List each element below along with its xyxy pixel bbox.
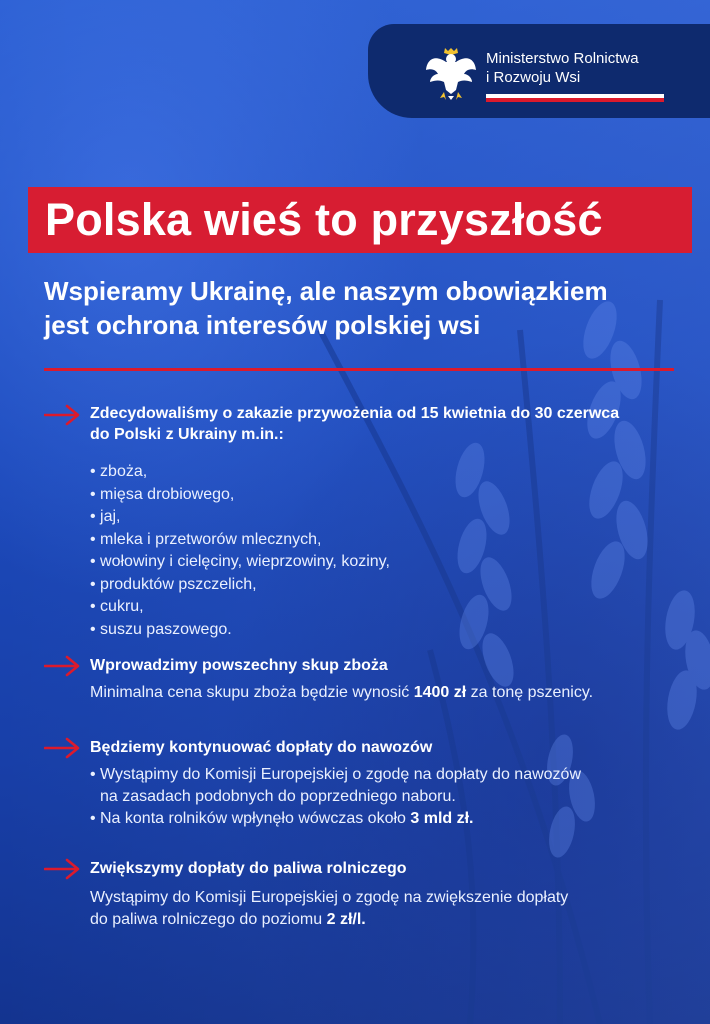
ministry-name-line1: Ministerstwo Rolnictwa <box>486 50 639 67</box>
price-value: 1400 zł <box>413 684 467 701</box>
heading-line2: do Polski z Ukrainy m.in.: <box>90 426 284 443</box>
list-item: • suszu paszowego. <box>90 619 390 642</box>
list-item <box>90 764 581 808</box>
points-list <box>90 764 581 830</box>
point1-line1: • Wystąpimy do Komisji Europejskiej o zgodę na dopłaty do nawozów <box>100 766 581 783</box>
list-item: • zboża, <box>90 461 390 484</box>
list-item: • jaj, <box>90 506 390 529</box>
amount-value: 3 mld zł. <box>410 810 474 827</box>
arrow-right-icon <box>44 858 82 880</box>
heading-text: Zwiększymy dopłaty do paliwa rolniczego <box>90 860 407 877</box>
polish-flag-stripe <box>486 94 664 102</box>
section-text <box>90 887 568 931</box>
point1-line2: na zasadach podobnych do poprzedniego naboru. <box>100 788 456 805</box>
section-heading <box>90 403 619 445</box>
text-line1: Wystąpimy do Komisji Europejskiej o zgodę na zwiększenie dopłaty <box>90 889 569 906</box>
title-banner <box>28 187 692 253</box>
section-text <box>90 682 593 704</box>
section-import-ban <box>44 403 684 638</box>
list-item: • wołowiny i cielęciny, wieprzowiny, koziny, <box>90 551 390 574</box>
ministry-name-line2: i Rozwoju Wsi <box>486 69 581 86</box>
heading-text: Wprowadzimy powszechny skup zboża <box>90 657 388 674</box>
arrow-right-icon <box>44 737 82 759</box>
product-list <box>90 461 390 641</box>
subtitle-line1: Wspieramy Ukrainę, ale naszym obowiązkiem <box>44 276 608 306</box>
ministry-name <box>486 49 639 87</box>
section-heading <box>90 858 407 879</box>
line2-text: do paliwa rolniczego do poziomu <box>90 911 327 928</box>
section-heading <box>90 655 388 676</box>
arrow-right-icon <box>44 655 82 677</box>
text-line2 <box>90 909 568 931</box>
subtitle <box>44 274 684 342</box>
section-heading <box>90 737 432 758</box>
page-title: Polska wieś to przyszłość <box>45 194 603 245</box>
text-before: Minimalna cena skupu zboża będzie wynosić <box>90 684 414 701</box>
heading-text: Będziemy kontynuować dopłaty do nawozów <box>90 739 433 756</box>
section-grain-purchase <box>44 655 684 715</box>
section-fuel <box>44 858 684 938</box>
arrow-right-icon <box>44 404 82 426</box>
list-item: • mleka i przetworów mlecznych, <box>90 529 390 552</box>
ministry-badge <box>368 24 710 118</box>
point2-text: Na konta rolników wpłynęło wówczas około <box>100 810 411 827</box>
text-after: za tonę pszenicy. <box>466 684 594 701</box>
rate-value: 2 zł/l. <box>326 911 366 928</box>
heading-line1: Zdecydowaliśmy o zakazie przywożenia od 15 kwietnia do 30 czerwca <box>90 405 620 422</box>
list-item: • cukru, <box>90 596 390 619</box>
divider <box>44 368 674 371</box>
polish-eagle-icon <box>424 44 478 102</box>
section-fertilizer <box>44 737 684 837</box>
subtitle-line2: jest ochrona interesów polskiej wsi <box>44 310 481 340</box>
list-item: • produktów pszczelich, <box>90 574 390 597</box>
list-item: • mięsa drobiowego, <box>90 484 390 507</box>
list-item <box>90 808 581 830</box>
